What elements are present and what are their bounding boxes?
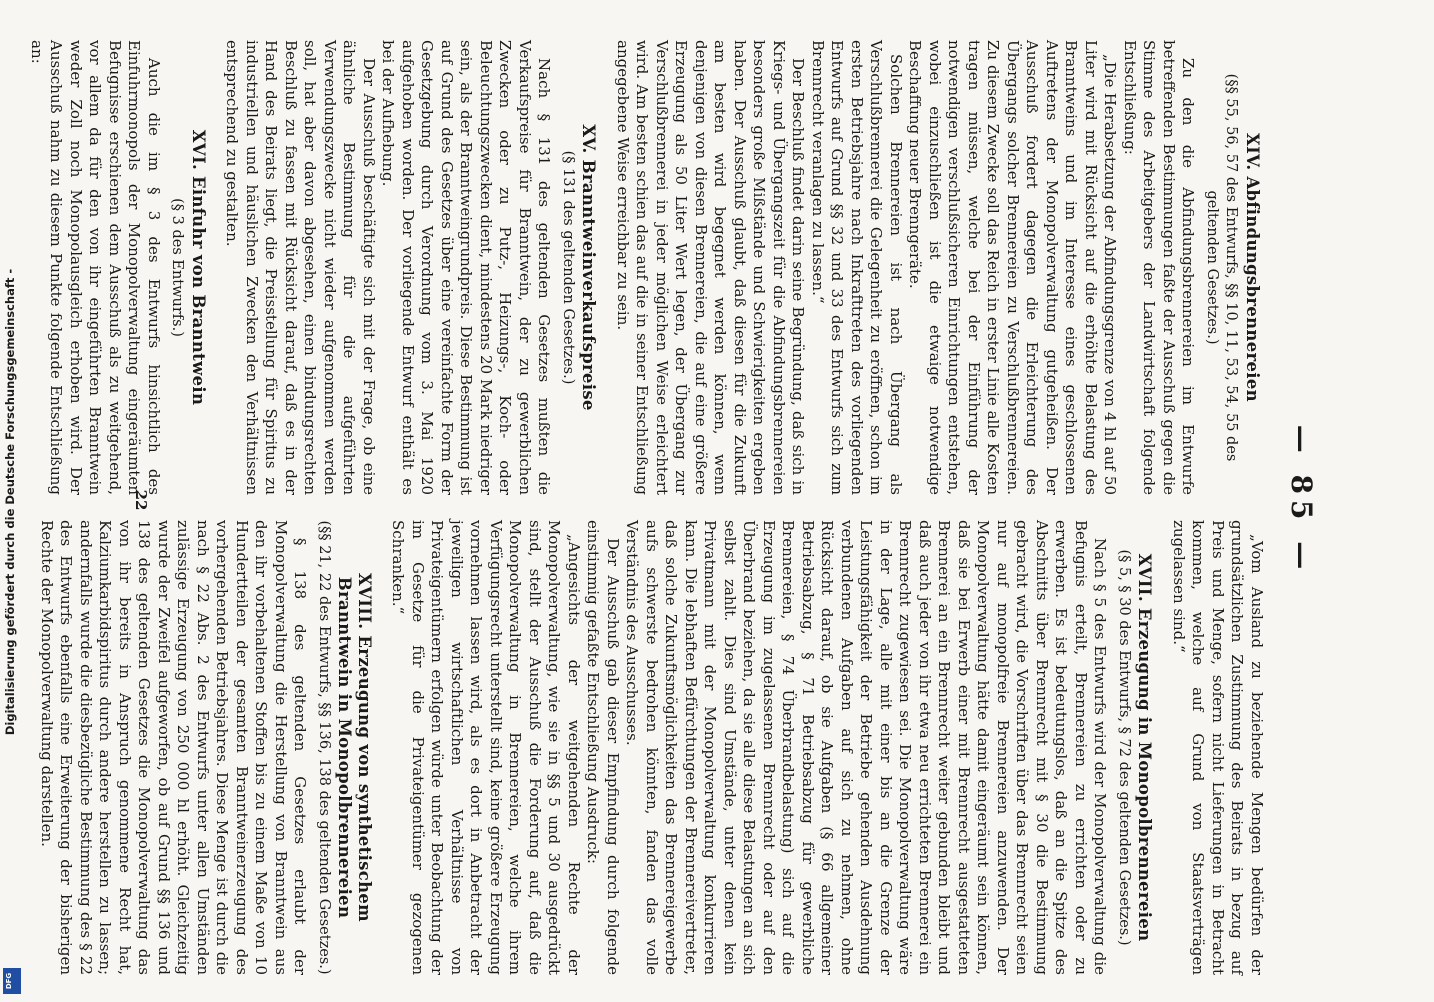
quote-paragraph: „Vom Ausland zu beziehende Mengen bedürfen der grundsätzlichen Zustimmung des Beirats in bezug auf Preis und Menge, sofern nicht Lieferungen in Betracht kommen, welche auf Grund von Staatsverträgen zugelassen sind.“ bbox=[1170, 520, 1266, 975]
paragraph: Auch die im § 3 des Entwurfs hinsichtlich des Einfuhrmonopols der Monopolverwaltung eingeräumten Befugnisse erschienen dem Ausschuß als zu weitgehend, vor allem da für den von ihr eingeführten Branntwein weder Zoll noch Monopolausgleich erhoben wird. Der Ausschuß nahm zu diesem Punkte folgende Entschließung an: bbox=[28, 40, 163, 495]
section-reference: (§ 3 des Entwurfs.) bbox=[169, 198, 186, 337]
paragraph: § 138 des geltenden Gesetzes erlaubt der Monopolverwaltung die Herstellung von Branntwein aus den ihr vorbehaltenen Stoffen bis zu einem Maße von 10 Hundertteilen der gesamten Branntweinerzeugung des vorhergehenden Betriebsjahres. Diese Menge ist durch die nach § 22 Abs. 2 des Entwurfs unter allen Umständen zulässige Erzeugung von 250 000 hl erhöht. Gleichzeitig wurde der Zweifel aufgeworfen, ob auf Grund §§ 136 und 138 des geltenden Gesetzes die Monopolverwaltung das von ihr bereits in Anspruch genommene Recht hat, Kalziumkarbidspiritus durch andere herstellen zu lassen; andernfalls wurde die diesbezügliche Bestimmung des § 22 des Entwurfs ebenfalls eine Erweiterung der bisherigen Rechte der Monopolverwaltung darstellen. bbox=[38, 520, 310, 975]
section-heading: XVIII. Erzeugung von synthetischem Branntwein in Monopolbrennereien bbox=[335, 573, 374, 922]
credit-text: Digitalisierung gefördert durch die Deutsche Forschungsgemeinschaft - bbox=[3, 268, 17, 736]
paragraph: Nach § 131 des geltenden Gesetzes mußten die Verkaufspreise für Branntwein, der zu gewerblichen Zwecken oder zu Putz-, Heizungs-, Koch- oder Beleuchtungszwecken dient, mindestens 20 Mark niedriger sein, als der Branntweingrundpreis. Diese Bestimmung ist auf Grund des Gesetzes über eine vereinfachte Form der Gesetzgebung durch Verordnung vom 3. Mai 1920 aufgehoben worden. Der vorliegende Entwurf enthält es bei der Aufhebung. bbox=[379, 40, 554, 495]
section-heading: XV. Branntweinverkaufspreise bbox=[579, 124, 599, 411]
quote-paragraph: „Die Herabsetzung der Abfindungsgrenze von 4 hl auf 50 Liter wird mit Rücksicht auf die erhöhte Belastung des Branntweins und im Interesse eines geschlossenen Auftretens der Monopolverwaltung gutgeheißen. Der Ausschuß fordert dagegen die Erleichterung des Übergangs solcher Brennereien zu Verschlußbrennereien. Zu diesem Zwecke soll das Reich in erster Linie alle Kosten tragen müssen, welche bei der Einführung der notwendigen verschlußsicheren Einrichtungen entstehen, wobei einzuschließen ist die etwaige notwendige Beschaffung neuer Brenngeräte. bbox=[906, 40, 1120, 495]
section-reference: (§ 5, § 30 des Entwurfs, § 72 des geltenden Gesetzes.) bbox=[1116, 549, 1132, 946]
quote-paragraph: Solchen Brennereien ist nach Übergang als Verschlußbrennerei die Gelegenheit zu eröffnen, schon im ersten Betriebsjahre nach Inkrafttreten des vorliegenden Entwurfs auf Grund §§ 32 und 33 des Entwurfs sich zum Brennrecht veranlagen zu lassen.“ bbox=[809, 40, 905, 495]
section-reference: (§§ 55, 56, 57 des Entwurfs, §§ 10, 11, 53, 54, 55 des geltenden Gesetzes.) bbox=[1204, 73, 1240, 462]
dfg-logo-icon: DFG bbox=[3, 968, 21, 994]
right-column bbox=[37, 520, 1267, 975]
digitization-credit bbox=[0, 0, 26, 1000]
quote-paragraph: „Angesichts der weitgehenden Rechte der Monopolverwaltung, wie sie in §§ 5 und 30 ausgedrückt sind, stellt der Ausschuß die Forderung auf, daß die Monopolverwaltung in Brennereien, welche ihrem Verfügungsrecht unterstellt sind, keine größere Erzeugung vornehmen lassen wird, als es dort in Anbetracht der jeweiligen wirtschaftlichen Verhältnisse von Privateigentümern erfolgen würde unter Beobachtung der im Gesetze für die Privateigentümer gezogenen Schranken.“ bbox=[389, 520, 583, 975]
section-heading: XVII. Erzeugung in Monopolbrennereien bbox=[1135, 553, 1155, 942]
paragraph: Der Beschluß findet darin seine Begründung, daß sich in Kriegs- und Übergangszeit für die Abfindungsbrennereien besonders große Mißstände und Schwierigkeiten ergeben haben. Der Ausschuß glaubt, daß diesen für die Zukunft am besten wird begegnet werden können, wenn denjenigen von diesen Brennereien, die auf eine größere Erzeugung als 50 Liter Wert legen, der Übergang zur Verschlußbrennerei in jeder möglichen Weise erleichtert wird. Am besten schien das auf die in seiner Entschließung angegebene Weise erreichbar zu sein. bbox=[614, 40, 808, 495]
footer-number: 22 bbox=[132, 489, 150, 511]
section-heading: XVI. Einfuhr von Branntwein bbox=[189, 129, 208, 406]
document-page bbox=[28, 0, 1330, 1000]
page-number: — 85 — bbox=[1285, 424, 1318, 576]
paragraph: Der Ausschuß gab dieser Empfindung durch folgende einstimmig gefaßte Entschließung Ausdruck: bbox=[584, 520, 622, 975]
left-column bbox=[27, 40, 1267, 495]
section-heading: XIV. Abfindungsbrennereien bbox=[1243, 133, 1262, 402]
section-reference: (§§ 21, 22 des Entwurfs, §§ 136, 138 des geltenden Gesetzes.) bbox=[316, 520, 332, 975]
paragraph: Nach § 5 des Entwurfs wird der Monopolverwaltung die Befugnis erteilt, Brennereien zu errichten oder zu erwerben. Es ist bedeutungslos, daß an die Spitze des Abschnitts über Brennrecht mit § 30 die Bestimmung gebracht wird, die Vorschriften über das Brennrecht seien nur auf monopolfreie Brennereien anzuwenden. Der Monopolverwaltung hätte damit eingeräumt sein können, daß sie bei Erwerb einer mit Brennrecht ausgestatteten Brennerei an ein Brennrecht weiter gebunden bleibt und daß auch jeder von ihr etwa neu errichteten Brennerei ein Brennrecht zugewiesen sei. Die Monopolverwaltung wäre in der Lage, alle mit einer bis an die Grenze der Leistungsfähigkeit der Betriebe gehenden Ausdehnung verbundenen Aufgaben auf sich zu nehmen, ohne Rücksicht darauf, ob sie Aufgaben (§ 66 allgemeiner Betriebsabzug, § 71 Betriebsabzug für gewerbliche Brennereien, § 74 Überbrandbelastung) sich auf die Erzeugung im zugelassenen Brennrecht oder auf den Überbrand beziehen, da sie alle diese Belastungen an sich selbst zahlt. Dies sind Umstände, unter denen kein Privatmann mit der Monopolverwaltung konkurrieren kann. Die lebhaften Befürchtungen der Brennereivertreter, daß solche Zukunftsmöglichkeiten das Brennereigewerbe aufs schwerste bedrohen könnten, fanden das volle Verständnis des Ausschusses. bbox=[623, 520, 1110, 975]
section-reference: (§ 131 des geltenden Gesetzes.) bbox=[560, 150, 576, 385]
paragraph: Zu den die Abfindungsbrennereien im Entwurfe betreffenden Bestimmungen faßte der Ausschuß gegen die Stimme des Arbeitgebers der Landwirtschaft folgende Entschließung: bbox=[1121, 40, 1198, 495]
paragraph: Der Ausschuß beschäftigte sich mit der Frage, ob eine ähnliche Bestimmung für die aufgeführten Verwendungszwecke nicht wieder aufgenommen werden soll, hat aber davon abgesehen, einen bindungsrechten Beschluß zu fassen mit Rücksicht darauf, daß es in der Hand des Beirats liegt, die Preisstellung für Spiritus zu industriellen und häuslichen Zwecken den Verhältnissen entsprechend zu gestalten. bbox=[223, 40, 378, 495]
